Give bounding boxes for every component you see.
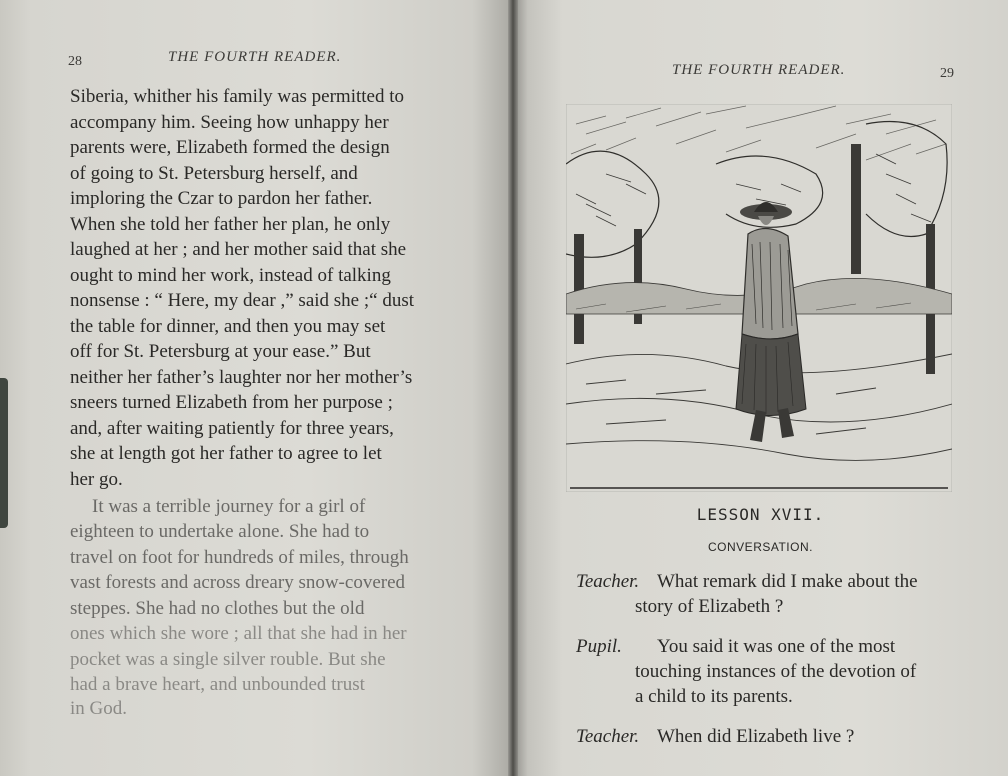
body-line: ones which she wore ; all that she had in her [70,623,407,644]
body-line: Siberia, whither his family was permitted to [70,86,405,107]
dialogue-line: You said it was one of the most [657,636,896,657]
body-line: and, after waiting patiently for three years, [70,418,394,439]
dialogue-line: What remark did I make about the [657,571,918,592]
body-line: laughed at her ; and her mother said that she [70,239,407,260]
body-line: eighteen to undertake alone. She had to [70,521,370,542]
engraving-illustration [566,104,952,492]
dialogue-line: story of Elizabeth ? [635,596,784,617]
body-line: vast forests and across dreary snow-covered [70,572,406,593]
left-running-head: THE FOURTH READER. [168,49,342,65]
body-line: It was a terrible journey for a girl of [92,496,366,517]
dialogue-line: When did Elizabeth live ? [657,726,855,747]
left-page-number: 28 [68,54,82,69]
body-line: nonsense : “ Here, my dear ,” said she ;“ dust [70,290,415,311]
body-line: of going to St. Petersburg herself, and [70,163,358,184]
body-line: parents were, Elizabeth formed the design [70,137,390,158]
dialogue-line: touching instances of the devotion of [635,661,917,682]
body-line: ought to mind her work, instead of talking [70,265,391,286]
dialogue-line: a child to its parents. [635,686,793,707]
body-line: she at length got her father to agree to let [70,443,382,464]
dialogue-speaker: Teacher. [576,726,640,747]
lesson-subtitle: CONVERSATION. [708,540,813,554]
page-marker-tab [0,378,8,528]
dialogue-speaker: Teacher. [576,571,640,592]
body-line: accompany him. Seeing how unhappy her [70,112,389,133]
body-line: When she told her father her plan, he only [70,214,391,235]
body-line: had a brave heart, and unbounded trust [70,674,365,695]
body-line: the table for dinner, and then you may set [70,316,386,337]
right-running-head: THE FOURTH READER. [672,62,846,78]
body-line: off for St. Petersburg at your ease.” But [70,341,371,362]
body-line: her go. [70,469,123,490]
body-line: travel on foot for hundreds of miles, through [70,547,409,568]
body-line: neither her father’s laughter nor her mother’s [70,367,413,388]
dialogue-speaker: Pupil. [576,636,622,657]
right-page-number: 29 [940,66,954,81]
book-gutter [508,0,518,776]
body-line: sneers turned Elizabeth from her purpose ; [70,392,393,413]
body-line: pocket was a single silver rouble. But she [70,649,386,670]
lesson-title: LESSON XVII. [696,505,825,524]
body-line: imploring the Czar to pardon her father. [70,188,373,209]
body-line: in God. [70,698,127,719]
body-line: steppes. She had no clothes but the old [70,598,365,619]
